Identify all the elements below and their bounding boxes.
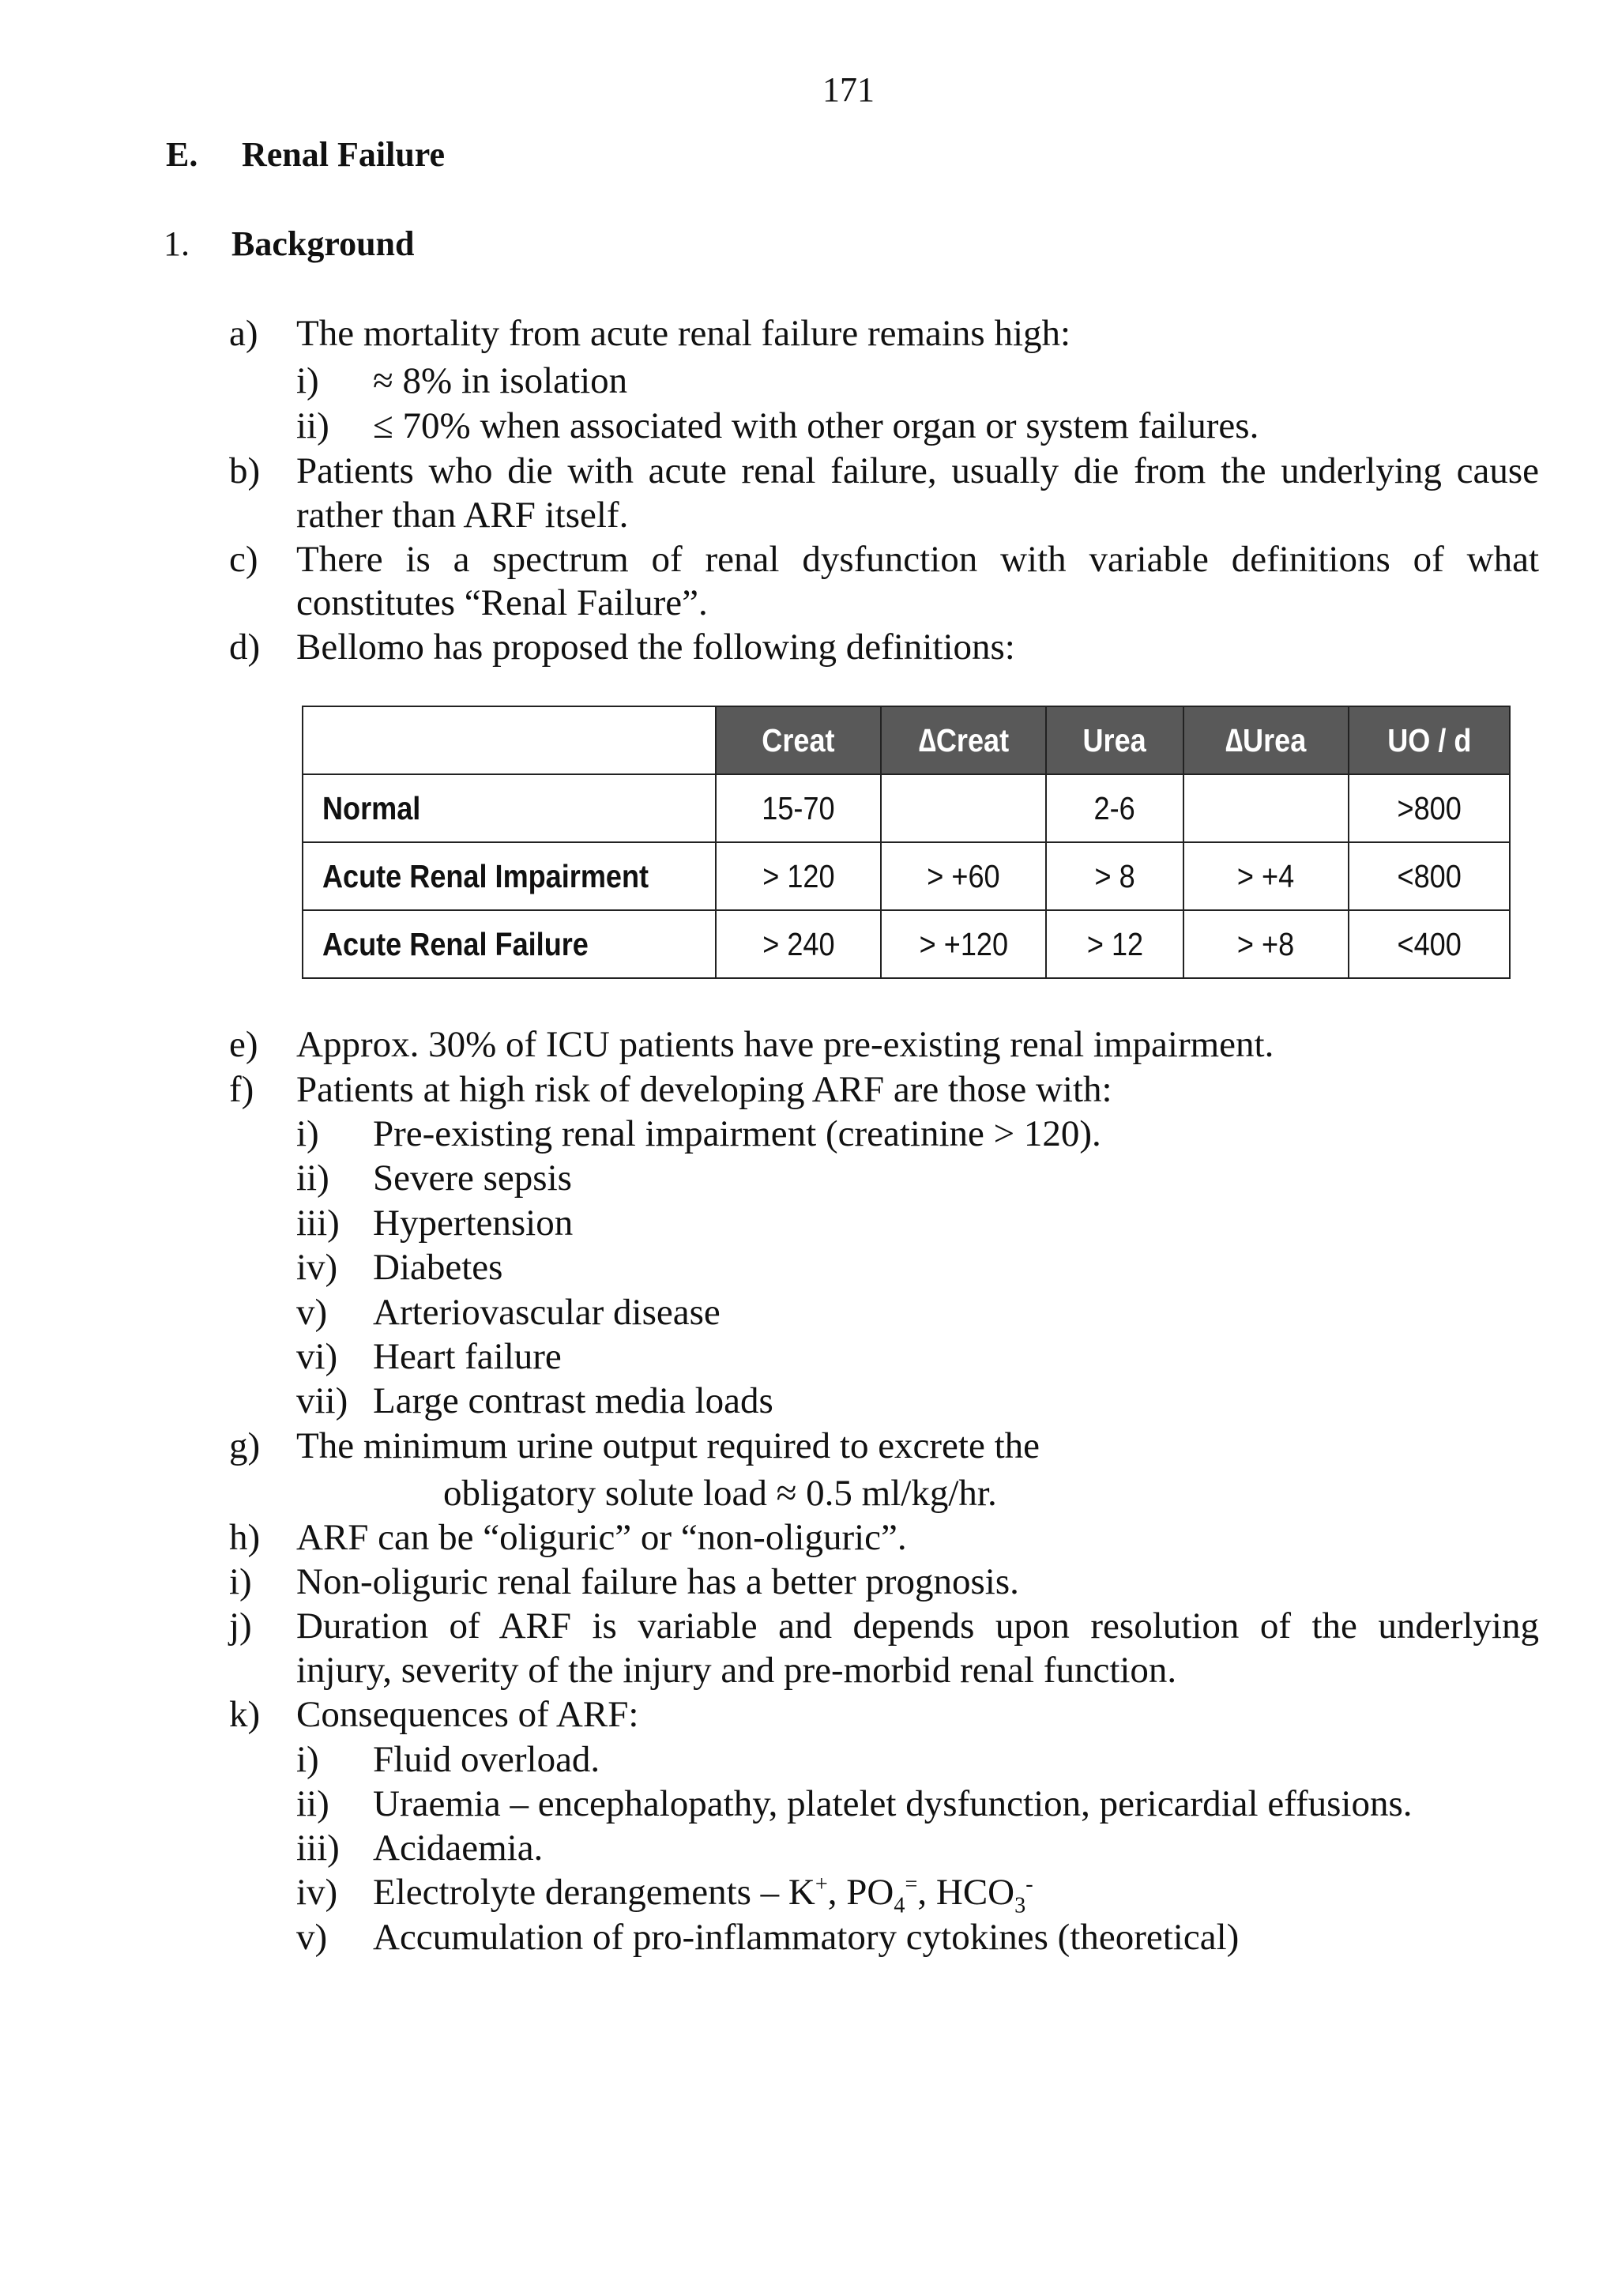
sub-item-label: iii): [296, 1827, 340, 1869]
table-header: Creat: [716, 706, 881, 774]
sub-item-text: Uraemia – encephalopathy, platelet dysfunction, pericardial effusions.: [373, 1783, 1413, 1824]
potassium-charge: +: [815, 1872, 828, 1897]
bicarbonate-text: , HCO: [917, 1872, 1015, 1913]
table-cell: > +8: [1183, 910, 1349, 978]
list-item-text: There is a spectrum of renal dysfunction with variable definitions of what: [296, 539, 1539, 580]
sub-item-label: iv): [296, 1872, 338, 1913]
table-cell: > +4: [1183, 842, 1349, 910]
sub-item-text: ≈ 8% in isolation: [373, 360, 628, 401]
list-item-text: Bellomo has proposed the following definitions:: [296, 627, 1015, 668]
table-cell: [1183, 774, 1349, 842]
list-item-text: Patients at high risk of developing ARF are those with:: [296, 1069, 1112, 1110]
table-row: [303, 842, 1510, 910]
table-row: [303, 774, 1510, 842]
section-title: Renal Failure: [242, 135, 446, 174]
table-cell: <800: [1349, 842, 1510, 910]
sub-item-text: Large contrast media loads: [373, 1380, 773, 1421]
subsection-label: 1.: [164, 224, 190, 263]
sub-item-label: i): [296, 1113, 319, 1154]
table-header-row: [303, 706, 1510, 774]
sub-item-text: ≤ 70% when associated with other organ or system failures.: [373, 405, 1259, 446]
table-cell: [881, 774, 1046, 842]
sub-item-label: iv): [296, 1247, 338, 1288]
list-item-label: k): [229, 1694, 261, 1735]
list-item-text: The mortality from acute renal failure remains high:: [296, 313, 1071, 354]
sub-item-text: Arteriovascular disease: [373, 1292, 721, 1333]
renal-definitions-table: [302, 706, 1511, 979]
table-cell: > 12: [1046, 910, 1183, 978]
list-item-label: c): [229, 539, 258, 580]
table-header: UO / d: [1349, 706, 1510, 774]
list-item-continuation: obligatory solute load ≈ 0.5 ml/kg/hr.: [443, 1473, 997, 1514]
table-cell: 2-6: [1046, 774, 1183, 842]
table-cell: > 120: [716, 842, 881, 910]
list-item-text: Consequences of ARF:: [296, 1694, 639, 1735]
table-row-label: Acute Renal Impairment: [303, 842, 716, 910]
table-header: Urea: [1046, 706, 1183, 774]
table-header: ∆Urea: [1183, 706, 1349, 774]
list-item-label: i): [229, 1561, 252, 1602]
sub-item-text: Heart failure: [373, 1336, 562, 1377]
table-cell: > +120: [881, 910, 1046, 978]
list-item-label: f): [229, 1069, 254, 1110]
list-item-text: rather than ARF itself.: [296, 495, 629, 536]
list-item-text: injury, severity of the injury and pre-morbid renal function.: [296, 1650, 1177, 1691]
list-item-label: a): [229, 313, 258, 354]
list-item-label: e): [229, 1024, 258, 1065]
sub-item-text: Hypertension: [373, 1203, 574, 1244]
list-item-label: h): [229, 1517, 261, 1558]
sub-item-label: i): [296, 1739, 319, 1780]
section-label: E.: [166, 135, 198, 174]
sub-item-text: Pre-existing renal impairment (creatinine > 120).: [373, 1113, 1101, 1154]
list-item-text: The minimum urine output required to excrete the: [296, 1425, 1040, 1466]
sub-item-text: Accumulation of pro-inflammatory cytokines (theoretical): [373, 1917, 1240, 1958]
list-item-text: Approx. 30% of ICU patients have pre-existing renal impairment.: [296, 1024, 1274, 1065]
table-cell: > +60: [881, 842, 1046, 910]
table-header-blank: [303, 706, 716, 774]
list-item-text: Patients who die with acute renal failure, usually die from the underlying cause: [296, 450, 1539, 491]
table-row-label: Normal: [303, 774, 716, 842]
sub-item-text: Acidaemia.: [373, 1827, 544, 1869]
sub-item-text: Diabetes: [373, 1247, 503, 1288]
phosphate-charge: =: [905, 1872, 918, 1897]
table-row-label: Acute Renal Failure: [303, 910, 716, 978]
table-cell: > 240: [716, 910, 881, 978]
table-cell: > 8: [1046, 842, 1183, 910]
table-row: [303, 910, 1510, 978]
table-cell: 15-70: [716, 774, 881, 842]
sub-item-label: v): [296, 1917, 328, 1958]
list-item-text: Non-oliguric renal failure has a better prognosis.: [296, 1561, 1019, 1602]
sub-item-label: ii): [296, 405, 329, 446]
list-item-text: ARF can be “oliguric” or “non-oliguric”.: [296, 1517, 907, 1558]
list-item-text: Duration of ARF is variable and depends upon resolution of the underlying: [296, 1605, 1539, 1647]
sub-item-label: v): [296, 1292, 328, 1333]
sub-item-text: Fluid overload.: [373, 1739, 600, 1780]
phosphate-subscript: 4: [894, 1893, 905, 1918]
phosphate-text: , PO: [827, 1872, 894, 1913]
list-item-label: j): [229, 1605, 252, 1647]
table-cell: <400: [1349, 910, 1510, 978]
sub-item-label: vi): [296, 1336, 338, 1377]
list-item-label: g): [229, 1425, 261, 1466]
sub-item-label: i): [296, 360, 319, 401]
list-item-label: b): [229, 450, 261, 491]
table-header: ∆Creat: [881, 706, 1046, 774]
subsection-title: Background: [231, 224, 415, 263]
sub-item-label: ii): [296, 1783, 329, 1824]
sub-item-label: ii): [296, 1157, 329, 1199]
sub-item-text: [373, 1870, 1033, 1918]
sub-item-text: Severe sepsis: [373, 1157, 572, 1199]
page-number: 171: [822, 70, 875, 109]
list-item-label: d): [229, 627, 261, 668]
sub-item-label: iii): [296, 1203, 340, 1244]
bicarbonate-subscript: 3: [1014, 1893, 1026, 1918]
sub-item-label: vii): [296, 1380, 348, 1421]
list-item-text: constitutes “Renal Failure”.: [296, 582, 708, 623]
electrolyte-prefix: Electrolyte derangements – K: [373, 1872, 815, 1913]
bicarbonate-charge: -: [1025, 1872, 1033, 1897]
table-cell: >800: [1349, 774, 1510, 842]
